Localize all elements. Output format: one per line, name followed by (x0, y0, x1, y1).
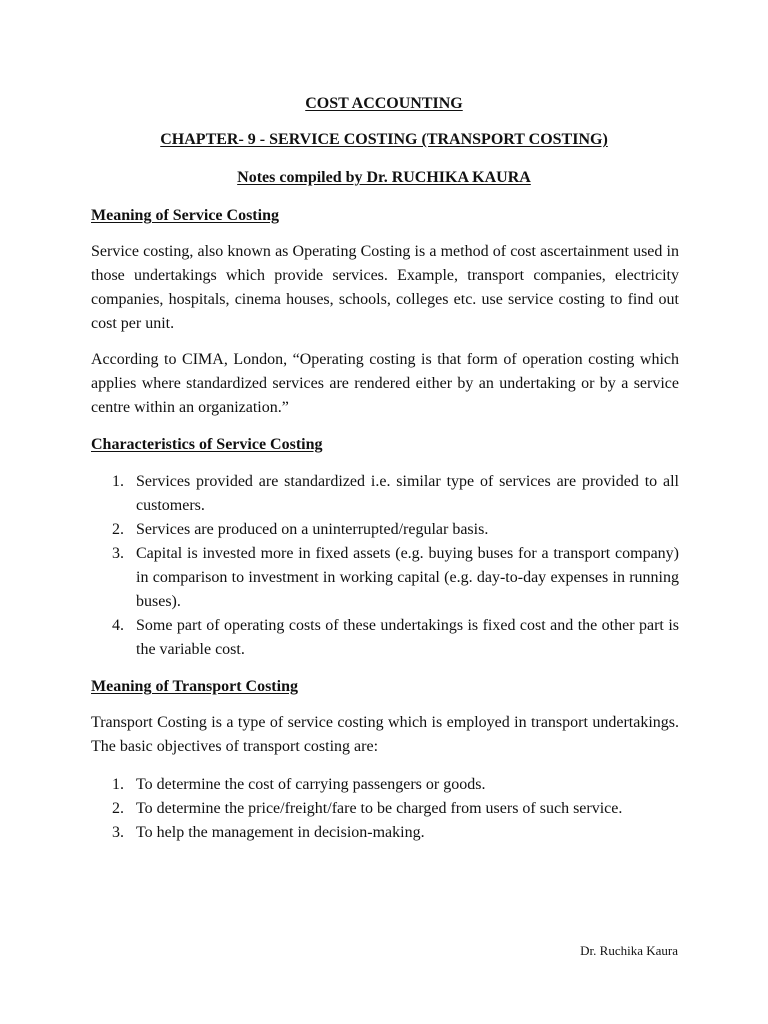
paragraph-service-costing-definition: Service costing, also known as Operating Costing is a method of cost ascertainment used in those undertakings which provide services. Example, transport companies, electricity companies, hospitals, cinema houses, schools, colleges etc. use service costing to find out cost per unit. (91, 243, 679, 332)
section-heading-transport-costing: Meaning of Transport Costing (91, 678, 298, 695)
list-item-text: Services are produced on a uninterrupted/regular basis. (136, 521, 489, 538)
list-item-number: 1. (112, 776, 124, 793)
list-item (91, 773, 679, 797)
list-item-text: Some part of operating costs of these undertakings is fixed cost and the other part is the variable cost. (136, 617, 679, 658)
section-heading-characteristics: Characteristics of Service Costing (91, 436, 323, 453)
list-item-number: 4. (112, 617, 124, 634)
list-item-text: To determine the price/freight/fare to be charged from users of such service. (136, 800, 623, 817)
list-item-text: Services provided are standardized i.e. similar type of services are provided to all customers. (136, 473, 679, 514)
list-item (91, 542, 679, 614)
list-item-number: 3. (112, 824, 124, 841)
list-item (91, 797, 679, 821)
document-title: COST ACCOUNTING (305, 95, 463, 112)
chapter-title: CHAPTER- 9 - SERVICE COSTING (TRANSPORT COSTING) (160, 131, 608, 148)
notes-author-line: Notes compiled by Dr. RUCHIKA KAURA (237, 169, 531, 186)
list-item-text: To help the management in decision-making. (136, 824, 425, 841)
characteristics-list (91, 470, 679, 662)
section-heading-service-costing: Meaning of Service Costing (91, 207, 279, 224)
list-item-number: 2. (112, 521, 124, 538)
objectives-list (91, 773, 679, 845)
list-item-number: 1. (112, 473, 124, 490)
list-item (91, 470, 679, 518)
list-item-text: To determine the cost of carrying passengers or goods. (136, 776, 486, 793)
paragraph-transport-costing-definition: Transport Costing is a type of service costing which is employed in transport undertakings. The basic objectives of transport costing are: (91, 714, 679, 755)
list-item (91, 518, 679, 542)
list-item-text: Capital is invested more in fixed assets (e.g. buying buses for a transport company) in comparison to investment in working capital (e.g. day-to-day expenses in running buses). (136, 545, 679, 610)
list-item-number: 3. (112, 545, 124, 562)
paragraph-cima-definition: According to CIMA, London, “Operating costing is that form of operation costing which applies where standardized services are rendered either by an undertaking or by a service centre within an organization.” (91, 351, 679, 416)
list-item (91, 614, 679, 662)
page-footer-author: Dr. Ruchika Kaura (580, 943, 678, 958)
list-item-number: 2. (112, 800, 124, 817)
list-item (91, 821, 679, 845)
